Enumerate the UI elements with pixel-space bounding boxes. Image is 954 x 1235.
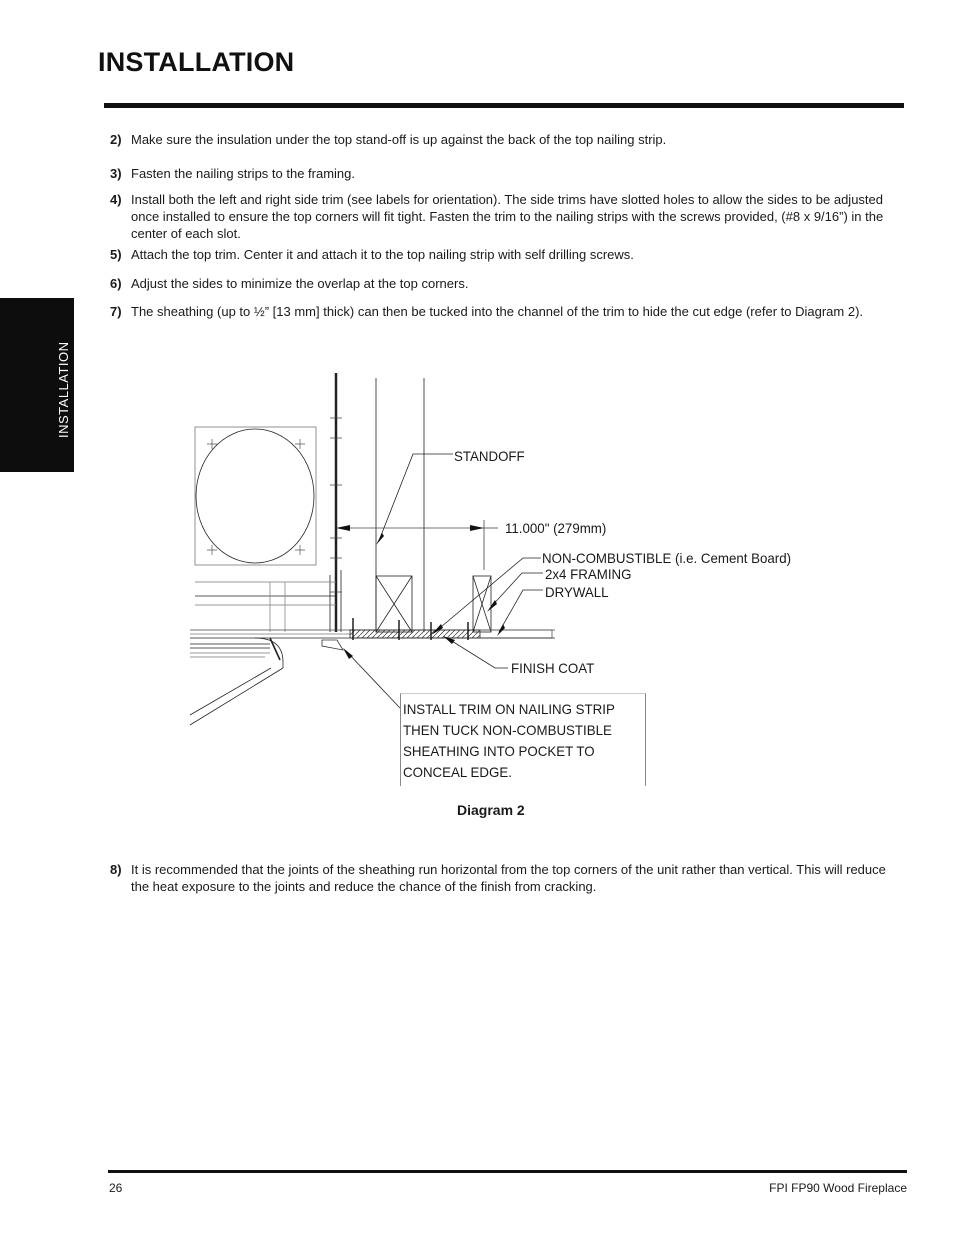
step-text: Adjust the sides to minimize the overlap at the top corners.	[131, 276, 469, 291]
step-5	[110, 246, 890, 263]
step-number: 6)	[110, 276, 122, 291]
note-line: SHEATHING INTO POCKET TO	[403, 743, 595, 759]
step-number: 2)	[110, 132, 122, 147]
step-2	[110, 131, 890, 148]
step-8	[110, 861, 890, 895]
step-number: 4)	[110, 192, 122, 207]
step-text: It is recommended that the joints of the sheathing run horizontal from the top corners of the unit rather than vertical. This will reduce the heat exposure to the joints and reduce the chance of the finish from cracking.	[131, 862, 886, 894]
step-text: The sheathing (up to ½” [13 mm] thick) can then be tucked into the channel of the trim to hide the cut edge (refer to Diagram 2).	[131, 304, 864, 319]
page-number: 26	[109, 1181, 123, 1195]
step-3	[110, 165, 890, 182]
note-line: INSTALL TRIM ON NAILING STRIP	[403, 701, 615, 717]
step-6	[110, 275, 890, 292]
step-number: 7)	[110, 304, 122, 319]
install-note-text	[403, 699, 631, 783]
label-standoff: STANDOFF	[454, 448, 525, 464]
note-line: CONCEAL EDGE.	[403, 764, 512, 780]
page-title: INSTALLATION	[98, 47, 295, 77]
step-text: Fasten the nailing strips to the framing.	[131, 166, 356, 181]
step-7	[110, 303, 890, 320]
document-name: FPI FP90 Wood Fireplace	[769, 1181, 907, 1195]
title-rule	[104, 103, 904, 108]
step-text: Make sure the insulation under the top stand-off is up against the back of the top nailing strip.	[131, 132, 667, 147]
step-text: Install both the left and right side trim (see labels for orientation). The side trims have slotted holes to allow the sides to be adjusted once installed to ensure the top corners will fit tight. Fasten the trim to the nailing strips with the screws provided, (#8 x 9/16”) in the center of each slot.	[131, 192, 884, 241]
label-framing: 2x4 FRAMING	[545, 566, 632, 582]
step-4	[110, 191, 890, 242]
step-number: 5)	[110, 247, 122, 262]
note-line: THEN TUCK NON-COMBUSTIBLE	[403, 722, 612, 738]
install-note-box	[400, 693, 646, 786]
label-non-combustible: NON-COMBUSTIBLE (i.e. Cement Board)	[542, 550, 792, 566]
label-finish-coat: FINISH COAT	[511, 660, 595, 676]
side-tab-label: INSTALLATION	[56, 341, 71, 438]
label-dimension: 11.000" (279mm)	[505, 520, 607, 536]
step-number: 3)	[110, 166, 122, 181]
footer-rule	[108, 1170, 907, 1173]
diagram-caption: Diagram 2	[457, 802, 525, 818]
step-number: 8)	[110, 862, 122, 877]
diagram-2	[185, 370, 792, 790]
label-drywall: DRYWALL	[545, 584, 609, 600]
step-text: Attach the top trim. Center it and attach it to the top nailing strip with self drilling screws.	[131, 247, 634, 262]
